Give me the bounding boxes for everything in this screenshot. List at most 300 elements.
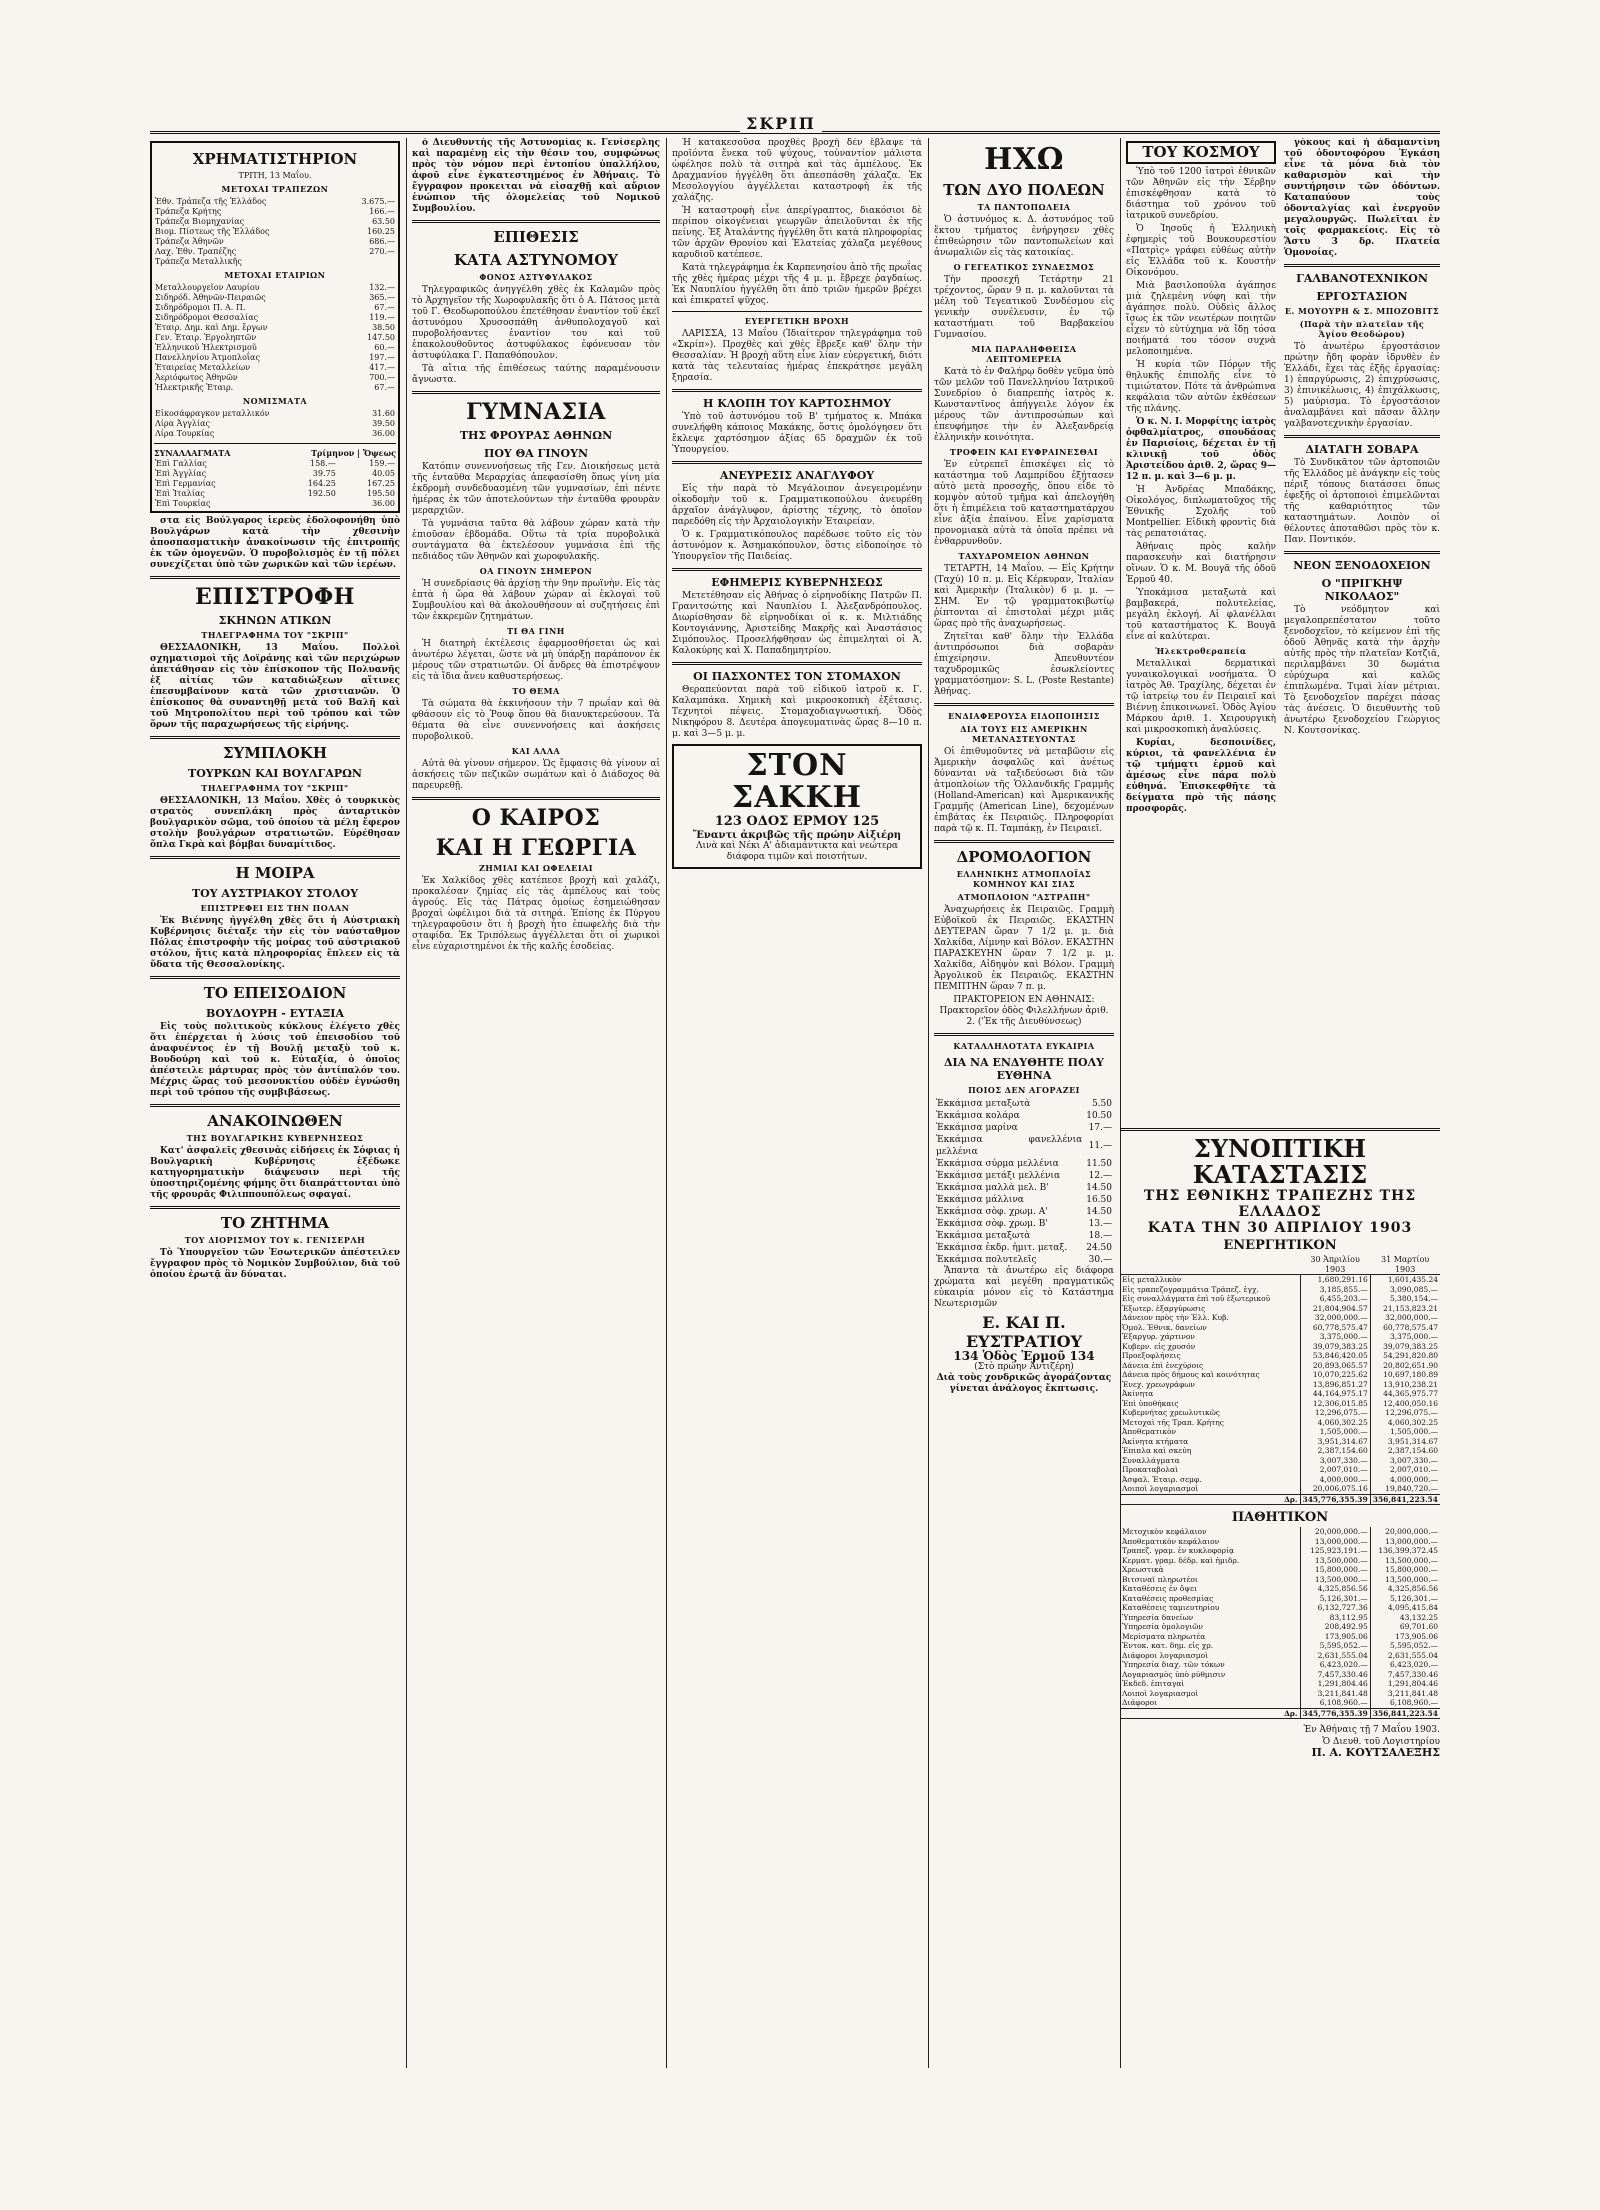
- asset-row: [1120, 1351, 1440, 1361]
- row-label: Ἀποθεματικὸν: [1122, 1427, 1177, 1436]
- bank-share-row: [154, 227, 396, 237]
- row-value: 173,905.06: [1370, 1632, 1440, 1642]
- store-paragraph: Ἅπαντα τὰ ἀνωτέρω εἰς διάφορα χρώματα καὶ μεγέθη πραγματικῶς εὐκαιρία μόνον εἰς τὸ Κατάστημα Νεωτερισμῶν: [934, 1266, 1114, 1309]
- row-value: 6,108,960.—: [1300, 1698, 1370, 1708]
- galvano-owners: Ε. ΜΟΥΟΥΡΗ & Σ. ΜΠΟΖΟΒΙΤΣ: [1284, 306, 1440, 316]
- bank-date: ΚΑΤΑ ΤΗΝ 30 ΑΠΡΙΛΙΟΥ 1903: [1147, 1220, 1413, 1236]
- row-value: 12,296,075.—: [1370, 1408, 1440, 1418]
- row-label: Βιτσιναϊ πληρωτέοι: [1122, 1574, 1198, 1584]
- row-value: 14.50: [1086, 1183, 1112, 1193]
- bank-title: ΣΥΝΟΠΤΙΚΗ ΚΑΤΑΣΤΑΣΙΣ: [1192, 1134, 1368, 1189]
- etc-paragraph: Αὐτὰ θὰ γίνουν σήμερον. Ὡς ἔμφασις θὰ γίνουν αἱ ἀσκήσεις τῶν πεζικῶν σωμάτων καὶ ὁ Διάδοχος θὰ παρευρεθῇ.: [412, 759, 660, 791]
- gym-headline: ΓΥΜΝΑΣΙΑ: [466, 399, 606, 425]
- meeting-heading: Ο ΓΕΓΕΑΤΙΚΟΣ ΣΥΝΔΕΣΜΟΣ: [953, 262, 1095, 272]
- attack-paragraph: Τηλεγραφικῶς ἀνηγγέλθη χθὲς ἐκ Καλαμῶν πρὸς τὸ Ἀρχηγεῖον τῆς Χωροφυλακῆς ὅτι ὁ Α. Πάτσος μετὰ τοῦ Γ. Θεοδωροπούλου ἐπετέθησαν ἐναντίον τοῦ ἐκεῖ ἀστυνόμου Χρυσοσπάθη ἀνθυπολοχαγοῦ καὶ πυροβολήσαντες ἐναντίον του καὶ τοῦ ἐπακολουθοῦντος ἀστυφύλακος ἐφόνευσαν τὸν ἀστυφύλακα Γ. Παπαθόπουλον.: [412, 285, 660, 361]
- row-label: Σιδηρόδρομοι Π. Α. Π.: [155, 303, 246, 312]
- asset-row: [1120, 1294, 1440, 1304]
- price-row: [934, 1194, 1114, 1206]
- row-label: Μεταλλουργεῖον Λαυρίου: [155, 283, 260, 292]
- row-label: Ἐπὶ Τουρκίας: [155, 499, 211, 508]
- meeting-paragraph: Τὴν προσεχῆ Τετάρτην 21 τρέχοντος, ὥραν 9 π. μ. καλοῦνται τὰ μέλη τοῦ Τεγεατικοῦ Συνδέσμου εἰς γενικὴν συνέλευσιν, ἐν τῷ καταστήματι τοῦ Βαρβακείου Γυμνασίου.: [934, 275, 1114, 340]
- row-value: 2,631,555.04: [1370, 1651, 1440, 1661]
- liability-row: [1120, 1622, 1440, 1632]
- column-rule: [1120, 138, 1121, 2068]
- row-value: 192.50: [307, 489, 336, 498]
- liability-row: [1120, 1689, 1440, 1699]
- row-label: Ὑπηρεσία δανείων: [1122, 1612, 1194, 1622]
- company-share-row: [154, 293, 396, 303]
- bill-row: [154, 479, 396, 489]
- total-label: Δρ.: [1120, 1708, 1300, 1719]
- store-subheading-2: ΠΟΙΟΣ ΔΕΝ ΑΓΟΡΑΖΕΙ: [968, 1085, 1080, 1095]
- bills-subheading: Τρίμηνον | Ὄψεως: [311, 448, 396, 458]
- row-value: 21,804,904.57: [1300, 1304, 1370, 1314]
- conflict-headline: ΣΥΜΠΛΟΚΗ: [223, 744, 327, 762]
- row-value: 158.—: [309, 459, 336, 468]
- fanes-paragraph: Κυρίαι, δεσποινίδες, κύριοι, τὰ φανελλένια ἐν τῷ τμήματι ἑρμοῦ καὶ ἀμέσως εἶνε πάρα πολὺ εὐθηνά. Ἐπισκεφθῆτε τὰ δείγματα πρὸ τῆς πάσης προσφορᾶς.: [1126, 738, 1276, 814]
- row-value: 136,399,372.45: [1370, 1546, 1440, 1556]
- row-value: 20,893,065.57: [1300, 1361, 1370, 1371]
- row-value: 12.—: [1088, 1171, 1112, 1181]
- conflict-paragraph: ΘΕΣΣΑΛΟΝΙΚΗ, 13 Μαΐου. Χθὲς ὁ τουρκικὸς στρατὸς συνεπλάκη πρὸς ἀνταρτικὸν βουλγαρικὸν σῶμα, τοῦ ὁποίου τὰ μέλη ἔφερον στολὴν βουλγάρων στρατιωτῶν. Εὑρέθησαν ὅπλα Γκρὰ καὶ βόμβαι δυναμίτιδος.: [150, 796, 400, 850]
- row-value: 147.50: [367, 333, 395, 342]
- row-label: Ἐκκάμισα μετάξι μελλένια: [936, 1171, 1061, 1181]
- bank-signature-name: Π. Α. ΚΟΥΤΣΑΛΕΞΗΣ: [1311, 1746, 1440, 1759]
- price-row: [934, 1098, 1114, 1110]
- masthead-rule: [150, 114, 1440, 134]
- assets-col-a: 30 Ἀπριλίου 1903: [1300, 1255, 1370, 1275]
- row-value: 5,126,301.—: [1370, 1594, 1440, 1604]
- finds-paragraph-2: Ὁ κ. Γραμματικόπουλος παρέδωσε τοῦτο εἰς τὸν ἀστυνόμον κ. Ἀσημακόπουλον, ὅστις εἰδοποίησε τὸ Ὑπουργεῖον τῆς Παιδείας.: [672, 530, 922, 562]
- lost-paragraph: Κατὰ τὸ ἐν Φαλήρῳ δοθὲν γεῦμα ὑπὸ τῶν μελῶν τοῦ Πανελληνίου Ἰατρικοῦ Συνεδρίου ὁ διαπρεπὴς ἰατρὸς κ. Κωνσταντῖνος ἀπήγγειλε λόγον ἐκ μέρους τῶν ἀντιπροσώπων καὶ ἐπευφήμησε τὴν ἐν Ἀλεξανδρείᾳ ἑλληνικὴν κοινότητα.: [934, 367, 1114, 443]
- gym-subheadline: ΤΗΣ ΦΡΟΥΡΑΣ ΑΘΗΝΩΝ: [459, 429, 613, 442]
- theft-paragraph: Ὑπὸ τοῦ ἀστυνόμου τοῦ Β' τμήματος κ. Μπάκα συνελήφθη κάποιος Μακάκης, ὅστις ὁμολόγησεν ὅτι ἔκλεψε χαρτόσημον ἀξίας 65 δραχμῶν ἐκ τοῦ Ὑπουργείου.: [672, 412, 922, 455]
- bank-share-row: [154, 197, 396, 207]
- liability-row: [1120, 1546, 1440, 1556]
- sakkis-title: ΣΤΟΝ ΣΑΚΚΗ: [732, 748, 862, 815]
- row-label: Λοιποὶ λογαριασμοὶ: [1122, 1484, 1199, 1493]
- fleet-paragraph: Ἐκ Βιέννης ἠγγέλθη χθὲς ὅτι ἡ Αὐστριακὴ Κυβέρνησις διέταξε τὴν εἰς τὸν ναύσταθμον Πόλας ἐπιστροφὴν τῆς μοίρας τοῦ αὐστριακοῦ στόλου, ἥτις κατὰ πληροφορίας ἔπλεεν εἰς τὰ ὕδατα τῆς Θεσσαλονίκης.: [150, 916, 400, 970]
- row-value: 2,387,154.60: [1300, 1446, 1370, 1456]
- companies-table: [154, 283, 396, 393]
- column-3: [672, 138, 922, 2068]
- company-share-row: [154, 363, 396, 373]
- intro-paragraph: στα εἰς Βούλγαρος ἱερεὺς ἐδολοφονήθη ὑπὸ Βουλγάρων κατὰ τὴν χθεσινὴν ἀποσπασματικὴν ἀνακοίνωσιν τῆς ἐπιτροπῆς ἐκ τῶν ὁμογενῶν. Ὁ πυροβολισμὸς ἐν τῇ πόλει συνεχίζεται ὑπὸ τῶν χωρικῶν καὶ τῶν ἱερέων.: [150, 516, 400, 570]
- row-value: 24.50: [1086, 1243, 1112, 1253]
- incident-paragraph: Εἰς τοὺς πολιτικοὺς κύκλους ἐλέγετο χθὲς ὅτι ἐπέρχεται ἡ λύσις τοῦ ἐπεισοδίου τοῦ ἀναφυέντος ἐν τῇ Βουλῇ μεταξὺ τοῦ κ. Βουδούρη καὶ τοῦ κ. Εὐταξία, ὁ ὁποῖος ἀπέστειλε μάρτυρας πρὸς τὸν ἀντίπαλόν του. Μέχρις ὥρας τοῦ μεσονυκτίου οὐδὲν ἐγνώσθη περὶ τοῦ τρόπου τῆς συμβιβάσεως.: [150, 1022, 400, 1098]
- row-value: 20,802,651.90: [1370, 1361, 1440, 1371]
- row-value: 15,800,000.—: [1300, 1565, 1370, 1575]
- row-value: 5,595,052.—: [1300, 1641, 1370, 1651]
- world-paragraph-4: Ἡ κυρία τῶν Πόρων τῆς θηλυκῆς ἐπιπολῆς εἶνε τὸ τιμιώτατον. Πότε τὰ ἀνθρώπινα κεφάλαια τῶν αὐτῶν ἐκθέσεων τῆς πλάνης.: [1126, 360, 1276, 414]
- row-value: 3,211,841.48: [1300, 1689, 1370, 1699]
- row-label: Διάφοροι: [1122, 1698, 1158, 1707]
- row-label: Σιδηρόδ. Ἀθηνῶν-Πειραιῶς: [155, 293, 266, 302]
- rain-paragraph-2: Ἡ καταστροφὴ εἶνε ἀπερίγραπτος, διακόσιοι δὲ περίπου οἰκογένειαι γεωργῶν ἀπειλοῦνται ἐκ τῆς πείνης. Ἐξ Ἀταλάντης ἠγγέλθη ὅτι κατὰ πληροφορίας τῶν ἀρχῶν Θρονίου καὶ Ἐλατείας χάλαζα μεγέθους καρυδιοῦ κατέπεσε.: [672, 206, 922, 260]
- fleet-subheadline-2: ΕΠΙΣΤΡΕΦΕΙ ΕΙΣ ΤΗΝ ΠΟΛΑΝ: [200, 903, 350, 913]
- row-value: 5.50: [1091, 1099, 1112, 1109]
- row-label: Μετοχαὶ τῆς Τραπ. Κρήτης: [1122, 1417, 1224, 1427]
- row-value: 39.50: [372, 419, 395, 428]
- return-headline: ΕΠΙΣΤΡΟΦΗ: [195, 584, 355, 610]
- liability-row: [1120, 1641, 1440, 1651]
- asset-row: [1120, 1285, 1440, 1295]
- row-value: 60.—: [374, 343, 395, 352]
- row-label: Καταθέσεις ταμιευτηρίου: [1122, 1603, 1220, 1612]
- row-label: Ἐνεχ. χρεωγράφων: [1122, 1379, 1195, 1389]
- return-subheadline: ΣΚΗΝΩΝ ΑΤΙΚΩΝ: [218, 614, 332, 627]
- coin-row: [154, 419, 396, 429]
- asset-row: [1120, 1427, 1440, 1437]
- row-label: Δάνειον πρὸς τὴν Ἑλλ. Κυβ.: [1122, 1313, 1229, 1322]
- row-value: 32,000,000.—: [1300, 1313, 1370, 1323]
- bill-row: [154, 499, 396, 509]
- row-value: 20,000,000.—: [1370, 1527, 1440, 1537]
- asset-row: [1120, 1475, 1440, 1485]
- toothpaste-paragraph: γόκους καὶ ἡ ἀδαμαντίνη τοῦ ὀδοντοφόρου Ἐγκάση εἶνε τὰ μόνα διὰ τὸν καθαρισμὸν καὶ τὴν συντήρησιν τῶν ὀδόντων. Καταπαύουν τοὺς ὀδονταλγίας καὶ ἐνεργοῦν μεγαλουργῶς. Πωλεῖται ἐν τοῖς φαρμακείοις. Εἰς τὸ Ἄστυ 3 δρ. Πλατεία Ὁμονοίας.: [1284, 138, 1440, 258]
- asset-row: [1120, 1465, 1440, 1475]
- bill-row: [154, 459, 396, 469]
- row-value: 3,007,330.—: [1370, 1456, 1440, 1466]
- row-value: 173,905.06: [1300, 1632, 1370, 1642]
- row-label: Ἐπὶ Ἰταλίας: [155, 489, 205, 498]
- topic-paragraph: Τὰ σώματα θὰ ἐκκινήσουν τὴν 7 πρωΐαν καὶ θὰ φθάσουν εἰς τὸ Ῥουφ ὅπου θὰ διανυκτερεύσουν. Τὰ θέματα θὰ εἶνε συνεννοήσεις καὶ ἀσκήσεις πυροβολικοῦ.: [412, 699, 660, 742]
- liability-row: [1120, 1651, 1440, 1661]
- etc-heading: ΚΑΙ ΑΛΛΑ: [511, 746, 561, 756]
- fleet-subheadline: ΤΟΥ ΑΥΣΤΡΙΑΚΟΥ ΣΤΟΛΟΥ: [191, 887, 359, 900]
- row-value: 365.—: [369, 293, 395, 302]
- row-label: Λίρα Ἀγγλίας: [155, 419, 210, 428]
- row-value: 7,457,330.46: [1300, 1670, 1370, 1680]
- emigration-heading: ΕΝΔΙΑΦΕΡΟΥΣΑ ΕΙΔΟΠΟΙΗΣΙΣ: [948, 711, 1100, 721]
- row-label: Ἐκκάμισα κολάρα: [936, 1111, 1020, 1121]
- row-value: 3,375,000.—: [1370, 1332, 1440, 1342]
- today-heading: ΟΑ ΓΙΝΟΥΝ ΣΗΜΕΡΟΝ: [479, 566, 593, 576]
- row-value: 4,095,415.84: [1370, 1603, 1440, 1613]
- notice-subheadline: ΤΗΣ ΒΟΥΛΓΑΡΙΚΗΣ ΚΥΒΕΡΝΗΣΕΩΣ: [186, 1133, 364, 1143]
- row-value: 3,951,314.67: [1300, 1437, 1370, 1447]
- row-label: Ἐκκάμισα μάλλινα: [936, 1195, 1024, 1205]
- row-value: 6,423,020.—: [1300, 1660, 1370, 1670]
- assets-col-b: 31 Μαρτίου 1903: [1370, 1255, 1440, 1275]
- finds-paragraph: Εἰς τὴν παρὰ τὸ Μεγάλοιπον ἀνεγειρομένην οἰκοδομὴν τοῦ κ. Γραμματικοπούλου ἀνευρέθη ἀρχαῖον ἀνάγλυφον, ἀρίστης τέχνης, τὸ ὁποῖον παρεδόθη εἰς τὴν Ἀρχαιολογικὴν Ἑταιρείαν.: [672, 484, 922, 527]
- row-value: 3,007,330.—: [1300, 1456, 1370, 1466]
- return-paragraph: ΘΕΣΣΑΛΟΝΙΚΗ, 13 Μαΐου. Πολλοὶ σχηματισμοὶ τῆς Δοϊράνης καὶ τῶν περιχώρων ἀπετάθησαν εἰς τὸν ἐπίσκοπον τῆς Πολυανῆς ἐξ αἰτίας τῶν καταδιώξεων αἵτινες ἐπεσυμβαίνουν κατὰ τῶν χριστιανῶν. Ὁ ἐπίσκοπος θὰ συναντηθῇ μετὰ τοῦ Βαλῆ καὶ τοῦ Μητροπολίτου περὶ τοῦ τρόπου καὶ τῶν ὅρων τῆς παραχωρήσεως τῆς εἰρήνης.: [150, 643, 400, 730]
- row-value: 5,126,301.—: [1300, 1594, 1370, 1604]
- finds-heading: ΑΝΕΥΡΕΣΙΣ ΑΝΑΓΛΥΦΟΥ: [719, 469, 875, 482]
- row-value: 164.25: [307, 479, 336, 488]
- column-rule: [928, 138, 929, 2068]
- charity-paragraph: Ἐν εὐτρεπεῖ ἐπισκέψει εἰς τὸ κατάστημα τοῦ Λαμπρίδου ἐξήτασεν αὐτὸ μετὰ προσοχῆς, ὅπου εἶδε τὸ κομψὸν αὐτοῦ τμῆμα καὶ ἀπελογήθη ὅτι ἡ ἐπιμέλεια τοῦ καταστηματάρχου εἶνε ἀξία ἐπαίνου. Εἶνε χαρίσματα προνομιακὰ αὐτὰ τὰ ὁποῖα πρέπει νὰ ἐνθαρρυνθοῦν.: [934, 460, 1114, 547]
- row-label: Ὑπηρεσία ὁμολογιῶν: [1122, 1622, 1203, 1631]
- row-label: Ἀποθεματικὸν κεφάλαιον: [1122, 1536, 1220, 1546]
- row-value: 11.—: [1088, 1141, 1112, 1151]
- row-value: 1,505,000.—: [1370, 1427, 1440, 1437]
- fabric-paragraph: Ὑποκάμισα μεταξωτὰ καὶ βαμβακερά, πολυτελείας, μεγάλη ἐκλογή. Αἱ φλανέλλαι τοῦ καταστήματος Κ. Βουγᾶ εἶνε αἱ καλύτεραι.: [1126, 588, 1276, 642]
- asset-row: [1120, 1361, 1440, 1371]
- row-label: Συναλλάγματα: [1122, 1455, 1180, 1465]
- row-value: 13,910,238.21: [1370, 1380, 1440, 1390]
- sakkis-location: Ἔναντι ἀκριβῶς τῆς πρώην Αἰξιέρη: [692, 830, 902, 841]
- bank-place-date: Ἐν Ἀθήναις τῇ 7 Μαΐου 1903.: [1303, 1725, 1440, 1735]
- asset-row: [1120, 1484, 1440, 1494]
- row-label: Ἐκκάμισα σύρμα μελλένια: [936, 1159, 1059, 1169]
- gazette-paragraph: Μετετέθησαν εἰς Ἀθήνας ὁ εἰρηνοδίκης Πατρῶν Π. Γρανιτσώτης καὶ Ναυπλίου Ι. Ἀλεξανδρόπουλος. Διωρίσθησαν δὲ εἰρηνοδίκαι οἱ κ. κ. Μιλτιάδης Κοντογιάννης, Ἀριστείδης Μακρῆς καὶ Ἀναστάσιος Σιμόπουλος. Προσελήφθησαν ὡς ἐπιμεληταὶ οἱ Ἀ. Καλοκύρης καὶ Χ. Παπαδημητρίου.: [672, 591, 922, 656]
- asset-row: [1120, 1456, 1440, 1466]
- bank-share-row: [154, 207, 396, 217]
- row-label: Κυβερν. εἰς χρυσόν: [1122, 1341, 1196, 1351]
- liabilities-heading: ΠΑΘΗΤΙΚΟΝ: [1231, 1510, 1329, 1525]
- exchange-date: ΤΡΙΤΗ, 13 Μαΐου.: [238, 171, 312, 180]
- liability-row: [1120, 1594, 1440, 1604]
- row-label: Ἑλληνικοῦ Ἠλεκτρισμοῦ: [155, 343, 257, 352]
- row-value: 1,601,435.24: [1370, 1275, 1440, 1285]
- row-label: Ἐκκάμισα μαρίνα: [936, 1123, 1018, 1133]
- liability-row: [1120, 1603, 1440, 1613]
- coins-table: [154, 409, 396, 439]
- ships-subheading: ΕΛΛΗΝΙΚΗΣ ΑΤΜΟΠΛΟΪΑΣ ΚΟΜΗΝΟΥ ΚΑΙ ΣΙΑΣ: [956, 869, 1092, 889]
- tailor-paragraph: Ἀθήναις πρὸς καλὴν παρασκευὴν καὶ διατήρησιν οἴνων. Ὁ κ. Μ. Βουγᾶ τῆς ὁδοῦ Ἑρμοῦ 40.: [1126, 542, 1276, 585]
- exchange-box: [150, 141, 400, 513]
- row-label: Ἐκκάμισα σὸφ. χρωμ. Β': [936, 1219, 1048, 1229]
- column-5: [1126, 138, 1276, 1018]
- total-value: 356,841,223.54: [1370, 1708, 1440, 1719]
- company-share-row: [154, 303, 396, 313]
- company-share-row: [154, 313, 396, 323]
- row-value: 125,923,191.—: [1300, 1546, 1370, 1556]
- row-value: 197.—: [369, 353, 395, 362]
- coins-heading: ΝΟΜΙΣΜΑΤΑ: [242, 396, 308, 406]
- row-value: 69,701.60: [1370, 1622, 1440, 1632]
- weather-paragraph: Ἐκ Χαλκίδος χθὲς κατέπεσε βροχὴ καὶ χαλάζι, προκαλέσαν ζημίας εἰς τὰς ἀμπέλους καὶ τοὺς ἀγρούς. Εἰς τὰς Πάτρας ὁμοίως ἐσημειώθησαν βροχαὶ ὠφέλιμοι διὰ τὰ σιτηρά. Ἐπίσης ἐκ Πύργου τηλεγραφοῦσιν ὅτι ἡ βροχὴ ἦτο ἐπωφελὴς διὰ τὴν σταφίδα. Ἐκ Τριπόλεως ἀγγέλλεται ὅτι οἱ χωρικοὶ εἶνε εὐχαριστημένοι ἐκ τῆς καλῆς ἐσοδείας.: [412, 876, 660, 952]
- company-share-row: [154, 333, 396, 343]
- shops-heading: ΤΑ ΠΑΝΤΟΠΩΛΕΙΑ: [977, 202, 1071, 212]
- price-row: [934, 1110, 1114, 1122]
- row-value: 14.50: [1086, 1207, 1112, 1217]
- row-value: 21,153,823.21: [1370, 1304, 1440, 1314]
- row-value: 10,070,225.62: [1300, 1370, 1370, 1380]
- row-value: 12,400,050.16: [1370, 1399, 1440, 1409]
- row-label: Εἰς συναλλάγματα ἐπὶ τοῦ ἐξωτερικοῦ: [1122, 1294, 1271, 1303]
- row-label: Ἀκίνητα κτήματα: [1122, 1436, 1189, 1446]
- row-label: Προεξοφλήσεις: [1122, 1351, 1181, 1360]
- row-value: 700.—: [369, 373, 395, 382]
- world-paragraph-2: Ὁ Ἰησοῦς ἡ Ἑλληνικὴ ἐφημερὶς τοῦ Βουκουρεστίου «Πατρὶς» γράφει εὐθέως αὐτὴν εἰς Ἑλλάδα τοῦ κ. Κουστὴν Οἰκονόμου.: [1126, 224, 1276, 278]
- row-value: 12,306,015.85: [1300, 1399, 1370, 1409]
- total-row: [1120, 1708, 1440, 1719]
- total-label: Δρ.: [1120, 1494, 1300, 1505]
- row-value: 12,296,075.—: [1300, 1408, 1370, 1418]
- masthead-mark: ΣΚΡΙΠ: [740, 114, 822, 133]
- bill-row: [154, 489, 396, 499]
- row-value: 686.—: [369, 237, 395, 246]
- row-value: 5,595,052.—: [1370, 1641, 1440, 1651]
- stomach-heading: ΟΙ ΠΑΣΧΟΝΤΕΣ ΤΟΝ ΣΤΟΜΑΧΟΝ: [693, 670, 901, 683]
- row-value: 54,291,820.80: [1370, 1351, 1440, 1361]
- price-row: [934, 1242, 1114, 1254]
- total-value: 345,776,355.39: [1300, 1494, 1370, 1505]
- row-value: 60,778,575.47: [1300, 1323, 1370, 1333]
- row-value: 30.—: [1088, 1255, 1112, 1265]
- liability-row: [1120, 1613, 1440, 1623]
- attack-subheadline: ΚΑΤΑ ΑΣΤΥΝΟΜΟΥ: [454, 251, 618, 269]
- bills-heading: ΣΥΝΑΛΛΑΓΜΑΤΑ: [154, 448, 231, 458]
- question-paragraph: Τὸ Ὑπουργεῖον τῶν Ἐσωτερικῶν ἀπέστειλεν ἔγγραφον πρὸς τὸ Νομικὸν Συμβούλιον, διὰ τοῦ ὁποίου ἐρωτᾷ ἂν δύναται.: [150, 1248, 400, 1280]
- rain-paragraph-3: Κατὰ τηλεγράφημα ἐκ Καρπενησίου ἀπὸ τῆς πρωΐας τῆς χθὲς ἡμέρας μέχρι τῆς 4 μ. μ. ἔβρεχε ῥαγδαίως. Ἐκ Ναυπλίου ἠγγέλθη ὅτι ἀπὸ τριῶν ἡμερῶν βρέχει καὶ ἐπικρατεῖ ψῦχος.: [672, 263, 922, 306]
- store-subheading: ΔΙΑ ΝΑ ΕΝΔΥΘΗΤΕ ΠΟΛΥ ΕΥΘΗΝΑ: [943, 1056, 1105, 1082]
- liability-row: [1120, 1575, 1440, 1585]
- hotel-heading: ΝΕΟΝ ΞΕΝΟΔΟΧΕΙΟΝ: [1293, 559, 1431, 572]
- price-row: [934, 1122, 1114, 1134]
- company-share-row: [154, 343, 396, 353]
- row-value: 3,951,314.67: [1370, 1437, 1440, 1447]
- row-label: Καταθέσεις ἐν ὄψει: [1122, 1584, 1198, 1593]
- row-value: 1,291,804.46: [1300, 1679, 1370, 1689]
- notice-headline: ΑΝΑΚΟΙΝΩΘΕΝ: [207, 1112, 343, 1130]
- row-value: 4,060,302.25: [1370, 1418, 1440, 1428]
- row-value: 6,455,203.—: [1300, 1294, 1370, 1304]
- bank-share-row: [154, 257, 396, 267]
- liability-row: [1120, 1670, 1440, 1680]
- gym-subheadline-2: ΠΟΥ ΘΑ ΓΙΝΟΥΝ: [483, 447, 589, 460]
- ships-headline: ΔΡΟΜΟΛΟΓΙΟΝ: [956, 848, 1092, 866]
- row-value: 83,112.95: [1300, 1613, 1370, 1623]
- exchange-title: ΧΡΗΜΑΤΙΣΤΗΡΙΟΝ: [192, 150, 358, 168]
- bank-share-row: [154, 217, 396, 227]
- price-row: [934, 1182, 1114, 1194]
- row-value: 3,090,085.—: [1370, 1285, 1440, 1295]
- row-value: 7,457,330.46: [1370, 1670, 1440, 1680]
- row-label: Ὑπηρεσία διαχ. τῶν τόκων: [1122, 1660, 1225, 1669]
- coin-row: [154, 429, 396, 439]
- firm-text: Διὰ τοὺς χονδρικῶς ἀγοράζοντας γίνεται ἀνάλογος ἔκπτωσις.: [936, 1373, 1112, 1394]
- bank-subtitle: ΤΗΣ ΕΘΝΙΚΗΣ ΤΡΑΠΕΖΗΣ ΤΗΣ ΕΛΛΑΔΟΣ: [1143, 1188, 1417, 1220]
- liability-row: [1120, 1660, 1440, 1670]
- row-label: Ἐπὶ Γαλλίας: [155, 459, 207, 468]
- asset-row: [1120, 1389, 1440, 1399]
- row-value: 2,631,555.04: [1300, 1651, 1370, 1661]
- row-label: Ἀεριόφωτος Ἀθηνῶν: [155, 373, 238, 382]
- row-value: 39,079,383.25: [1370, 1342, 1440, 1352]
- row-label: Ἐκκάμισα ἐκδρ. ἡμιτ. μεταξ.: [936, 1243, 1068, 1253]
- row-value: 4,000,000.—: [1370, 1475, 1440, 1485]
- column-4: [934, 138, 1114, 2068]
- row-value: 195.50: [367, 489, 395, 498]
- row-label: Προκαταβολαὶ: [1122, 1465, 1179, 1474]
- echo-subheadline: ΤΩΝ ΔΥΟ ΠΟΛΕΩΝ: [943, 181, 1105, 199]
- row-label: Ἐκκάμισα μεταξωτὰ: [936, 1099, 1031, 1109]
- conflict-telegram-label: ΤΗΛΕΓΡΑΦΗΜΑ ΤΟΥ "ΣΚΡΙΠ": [201, 783, 349, 793]
- row-label: Τραπεζ. γραμ. ἐν κυκλοφορίᾳ: [1122, 1546, 1235, 1555]
- row-value: 43,132.25: [1370, 1613, 1440, 1623]
- row-value: 6,108,960.—: [1370, 1698, 1440, 1708]
- row-label: Τράπεζα Κρήτης: [155, 207, 222, 216]
- row-label: Ἑταιρ. Δημ. καὶ Δημ. ἔργων: [155, 323, 268, 332]
- row-value: 13,000,000.—: [1370, 1537, 1440, 1547]
- row-label: Ἐπὶ Γερμανίας: [155, 479, 216, 488]
- row-label: Διάφοροι λογαριασμοὶ: [1122, 1650, 1209, 1660]
- ships-paragraph: Ἀναχωρήσεις ἐκ Πειραιῶς. Γραμμὴ Εὐβοϊκοῦ ἐκ Πειραιῶς. ΕΚΑΣΤΗΝ ΔΕΥΤΕΡΑΝ ὥραν 7 1/2 μ. μ. διὰ Χαλκίδα, Λίμνην καὶ Βόλον. ΕΚΑΣΤΗΝ ΠΑΡΑΣΚΕΥΗΝ ὥραν 7 1/2 μ. μ. Χαλκίδα, Αἰδηψὸν καὶ Βόλον. Γραμμὴ Ἀργολικοῦ ἐκ Πειραιῶς. ΕΚΑΣΤΗΝ ΠΕΜΠΤΗΝ ὥραν 7 π. μ.: [934, 905, 1114, 992]
- row-value: 159.—: [369, 459, 395, 468]
- row-label: Ἐκδεδ. ἐπιταγαὶ: [1122, 1679, 1185, 1688]
- post-paragraph: ΤΕΤΑΡΤΗ, 14 Μαΐου. — Εἰς Κρήτην (Ταχύ) 10 π. μ. Εἰς Κέρκυραν, Ἰταλίαν καὶ Ἀμερικὴν (Ἰταλικὸν) 6 μ. μ. — ΣΗΜ. Ἐν τῷ γραμματοκιβωτίῳ ῥίπτονται αἱ ἐπιστολαὶ μέχρι μιᾶς ὥρας πρὸ τῆς ἀναχωρήσεως.: [934, 564, 1114, 629]
- newspaper-page: [150, 114, 1440, 2080]
- price-row: [934, 1206, 1114, 1218]
- weather-subheadline-2: ΖΗΜΙΑΙ ΚΑΙ ΩΦΕΛΕΙΑΙ: [478, 863, 594, 873]
- row-label: Τράπεζα Βιομηχανίας: [155, 217, 245, 226]
- row-label: Κερματ. γραμ. δέδρ. καὶ ἡμιδρ.: [1122, 1555, 1240, 1565]
- row-value: 10,697,180.89: [1370, 1370, 1440, 1380]
- row-label: Ἑταιρείας Μεταλλείων: [155, 363, 251, 372]
- hotel-name: Ο "ΠΡΙΓΚΗΨ ΝΙΚΟΛΑΟΣ": [1321, 577, 1403, 603]
- row-value: 2,007,010.—: [1370, 1465, 1440, 1475]
- stomach-paragraph: Θεραπεύονται παρὰ τοῦ εἰδικοῦ ἰατροῦ κ. Γ. Καλαμπάκα. Χημικὴ καὶ μικροσκοπικὴ ἐξέτασις. Τεχνητοὶ πέψεις. Στομαχοδιαγνωστική. Ὁδὸς Νικηφόρου 8. Δευτέρα ἀπογευματινὰς ὥρας 8—10 π. μ. καὶ 3—5 μ. μ.: [672, 685, 922, 739]
- gazette-heading: ΕΦΗΜΕΡΙΣ ΚΥΒΕΡΝΗΣΕΩΣ: [711, 576, 883, 589]
- dresses-paragraph: Ἡ Ἀνδρέας Μπαδάκης, Οἰκολόγος, διπλωματοῦχος τῆς Ἐθνικῆς Σχολῆς τοῦ Montpellier. Εἰδικὴ φροντὶς διὰ τὰς ρεπατσιάτας.: [1126, 485, 1276, 539]
- asset-row: [1120, 1304, 1440, 1314]
- firm-name: Ε. ΚΑΙ Π. ΕΥΣΤΡΑΤΙΟΥ: [965, 1313, 1083, 1351]
- what-paragraph: Ἡ διατηρὴ ἐκτέλεσις ἐφαρμοσθήσεται ὡς καὶ ἀνωτέρω λέγεται, ὥστε νὰ μὴ ὑπάρξῃ παράπονον ἐκ μέρους τῶν στρατιωτῶν. Οἱ ἄνδρες θὰ ἐπιστρέψουν εἰς τὰ ἴδια ἄνευ καθυστερήσεως.: [412, 639, 660, 682]
- total-row: [1120, 1494, 1440, 1505]
- electro-heading: Ἡλεκτροθεραπεία: [1155, 646, 1247, 656]
- bank-statement: [1120, 1123, 1440, 1758]
- row-value: 2,387,154.60: [1370, 1446, 1440, 1456]
- price-row: [934, 1254, 1114, 1266]
- banks-table: [154, 197, 396, 267]
- asset-row: [1120, 1275, 1440, 1285]
- row-label: Ἀσφαλ. Ἑταιρ. σεμφ.: [1122, 1474, 1202, 1484]
- row-value: 60,778,575.47: [1370, 1323, 1440, 1333]
- attack-paragraph-2: Τὰ αἴτια τῆς ἐπιθέσεως ταύτης παραμένουσιν ἄγνωστα.: [412, 364, 660, 385]
- row-value: 3,185,855.—: [1300, 1285, 1370, 1295]
- attack-subheadline-2: ΦΟΝΟΣ ΑΣΤΥΦΥΛΑΚΟΣ: [479, 272, 593, 282]
- bills-table: [154, 459, 396, 509]
- row-label: Ἐθν. Τράπεζα τῆς Ἑλλάδος: [155, 197, 267, 206]
- liability-row: [1120, 1632, 1440, 1642]
- world-heading: ΤΟΥ ΚΟΣΜΟΥ: [1142, 143, 1260, 161]
- post-heading: ΤΑΧΥΔΡΟΜΕΙΟΝ ΑΘΗΝΩΝ: [958, 551, 1090, 561]
- row-value: 20,006,075.16: [1300, 1484, 1370, 1494]
- row-value: 38.50: [372, 323, 395, 332]
- world-paragraph-3: Μιὰ βασιλοπούλα ἀγάπησε μιὰ ζηλεμένη νύφη καὶ τὴν ἀγάπησε πολὺ. Οὐδεὶς ἄλλος ἴσως ἐκ τῶν νεωτέρων ποιητῶν εἶχεν τὸ εὐτύχημα νὰ ἴδῃ τόσα ποιήματά του τόσον συχνὰ μελοποιημένα.: [1126, 281, 1276, 357]
- price-row: [934, 1218, 1114, 1230]
- row-label: Ἠλεκτρικῆς Ἑταιρ.: [155, 383, 234, 392]
- row-label: Ἐκκάμισα πολυτελεῖς: [936, 1255, 1037, 1265]
- incident-headline: ΤΟ ΕΠΕΙΣΟΔΙΟΝ: [203, 984, 347, 1002]
- firm-address: 134 Ὁδὸς Ἑρμοῦ 134: [953, 1349, 1095, 1363]
- row-value: 167.25: [367, 479, 395, 488]
- row-label: Μετοχικὸν κεφάλαιον: [1122, 1527, 1207, 1536]
- row-value: 40.05: [372, 469, 395, 478]
- row-label: Δάνεια πρὸς δήμους καὶ κοινότητας: [1122, 1370, 1260, 1379]
- row-label: Καταθέσεις προθεσμίας: [1122, 1593, 1214, 1603]
- weather-headline: Ο ΚΑΙΡΟΣ: [471, 805, 601, 831]
- row-value: 67.—: [374, 383, 395, 392]
- row-label: Πανελληνίου Ἀτμοπλοΐας: [155, 353, 260, 362]
- total-value: 345,776,355.39: [1300, 1708, 1370, 1719]
- conflict-subheadline: ΤΟΥΡΚΩΝ ΚΑΙ ΒΟΥΛΓΑΡΩΝ: [188, 767, 362, 780]
- bill-row: [154, 469, 396, 479]
- hotel-paragraph: Τὸ νεόδμητον καὶ μεγαλοπρεπέστατον τοῦτο ξενοδοχεῖον, τὸ κείμενον ἐπὶ τῆς ὁδοῦ Ἀθηνᾶς κατὰ τὴν ἀρχὴν αὐτῆς πρὸς τὴν πλατεῖαν Κοτζιᾶ, περιλαμβάνει 30 δωμάτια εὐρύχωρα καὶ καλῶς ἐπιπλωμένα. Τιμαὶ λίαν μέτριαι. Τὸ ξενοδοχεῖον παρέχει πάσας τὰς ἀνέσεις. Ὁ διευθυντὴς τοῦ ἀνωτέρω ξενοδοχείου Γεώργιος Ν. Κουτσονίκας.: [1284, 605, 1440, 736]
- price-row: [934, 1158, 1114, 1170]
- row-value: 13,500,000.—: [1300, 1575, 1370, 1585]
- row-value: 6,132,727.36: [1300, 1603, 1370, 1613]
- row-label: Ἐπὶ Ἀγγλίας: [155, 469, 207, 478]
- total-value: 356,841,223.54: [1370, 1494, 1440, 1505]
- row-value: 20,000,000.—: [1300, 1527, 1370, 1537]
- column-2: [412, 138, 660, 2068]
- row-value: 10.50: [1086, 1111, 1112, 1121]
